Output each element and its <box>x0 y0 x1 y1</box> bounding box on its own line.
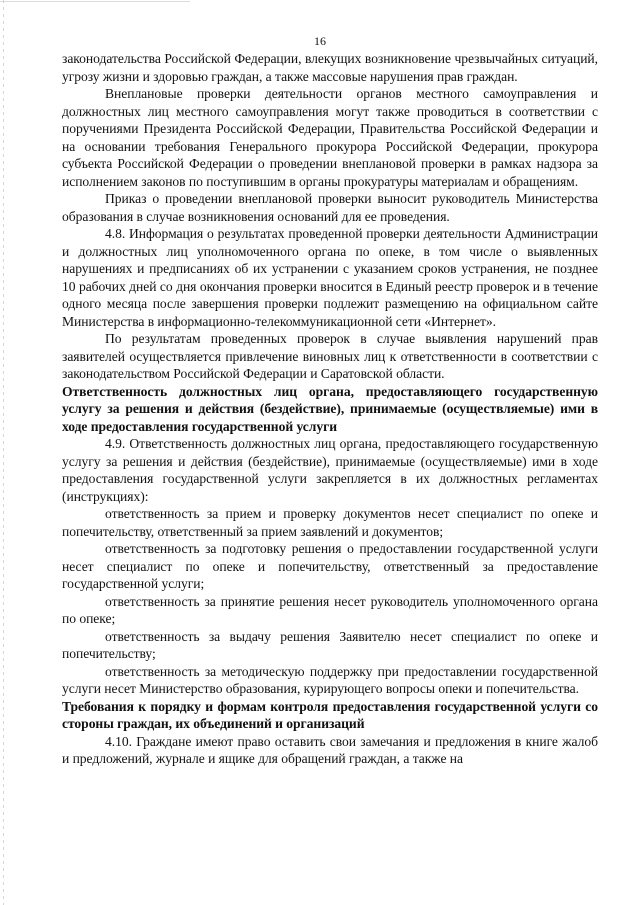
scan-edge-top <box>0 1 190 2</box>
list-item-document-intake: ответственность за прием и проверку документов несет специалист по опеке и попечительству, ответственный за прием заявлений и документов; <box>62 506 598 539</box>
list-item-decision-issuance: ответственность за выдачу решения Заявителю несет специалист по опеке и попечительству; <box>62 628 598 661</box>
scan-edge-left <box>3 0 4 905</box>
paragraph-unscheduled-inspections: Внеплановые проверки деятельности органов местного самоуправления и должностных лиц местного самоуправления могут также проводиться в соответствии с поручениями Президента Российской Федерации, Правительства Российской Федерации и на основании требования Генерального прокурора Российской Федерации, прокурора субъекта Российской Федерации о проведении внеплановой проверки в рамках надзора за исполнением законов по поступившим в органы прокуратуры материалам и обращениям. <box>62 86 598 189</box>
section-heading-responsibility: Ответственность должностных лиц органа, предоставляющего государственную услугу за решения и действия (бездействие), принимаемые (осуществляемые) ими в ходе предоставления государственной услуги <box>62 383 598 434</box>
list-item-methodical-support: ответственность за методическую поддержку при предоставлении государственной услуги несет Министерство образования, курирующего вопросы опеки и попечительства. <box>62 663 598 696</box>
paragraph-4-10: 4.10. Граждане имеют право оставить свои замечания и предложения в книге жалоб и предложений, журнале и ящике для обращений граждан, а также на <box>62 733 598 766</box>
paragraph-continuation: законодательства Российской Федерации, влекущих возникновение чрезвычайных ситуаций, угрозу жизни и здоровью граждан, а также массовые нарушения прав граждан. <box>62 51 598 84</box>
paragraph-4-8: 4.8. Информация о результатах проведенной проверки деятельности Администрации и должностных лиц уполномоченного органа по опеке, в том числе о выявленных нарушениях и предписаниях об их устранении с указанием сроков устранения, не позднее 10 рабочих дней со дня окончания проверки вносится в Единый реестр проверок и в течение одного месяца после завершения проверки подлежит размещению на официальном сайте Министерства в информационно-телекоммуникационной сети «Интернет». <box>62 226 598 329</box>
paragraph-inspection-order: Приказ о проведении внеплановой проверки выносит руководитель Министерства образования в случае возникновения оснований для ее проведения. <box>62 191 598 224</box>
section-heading-control-requirements: Требования к порядку и формам контроля предоставления государственной услуги со стороны граждан, их объединений и организаций <box>62 698 598 731</box>
paragraph-inspection-results: По результатам проведенных проверок в случае выявления нарушений прав заявителей осуществляется привлечение виновных лиц к ответственности в соответствии с законодательством Российской Федерации и Саратовской области. <box>62 331 598 381</box>
paragraph-4-9: 4.9. Ответственность должностных лиц органа, предоставляющего государственную услугу за решения и действия (бездействие), принимаемые (осуществляемые) ими в ходе предоставления государственной услуги закрепляется в их должностных регламентах (инструкциях): <box>62 436 598 504</box>
document-body <box>62 50 598 768</box>
page-number: 16 <box>314 34 326 48</box>
list-item-decision-preparation: ответственность за подготовку решения о предоставлении государственной услуги несет специалист по опеке и попечительству, ответственный за предоставление государственной услуги; <box>62 541 598 591</box>
list-item-decision-making: ответственность за принятие решения несет руководитель уполномоченного органа по опеке; <box>62 593 598 626</box>
